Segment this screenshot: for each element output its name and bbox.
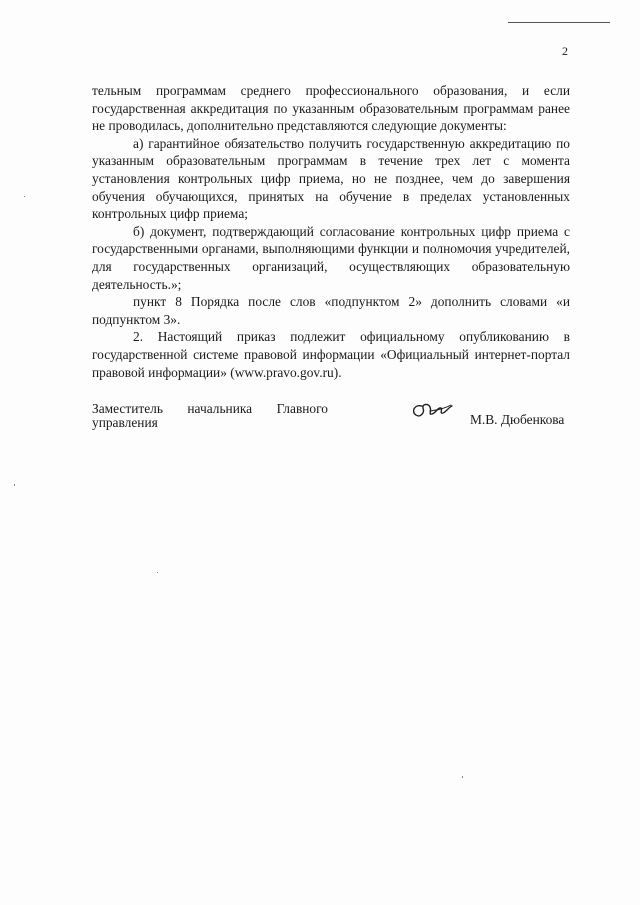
signatory-title-word: Главного [276,401,328,416]
top-scan-line [508,22,610,23]
paragraph-item-a: а) гарантийное обязательство получить государственную аккредитацию по указанным образовательным программам в течение трех лет с момента установления контрольных цифр приема, но не позднее, чем до завершения обучения обучающихся, принятых на обучение в пределах установленных контрольных цифр приема; [92,135,570,222]
handwritten-signature [408,398,454,422]
page-number: 2 [562,44,568,58]
scan-speck [462,776,463,778]
signatory-title-word: начальника [187,401,253,416]
signatory-name: М.В. Дюбенкова [470,412,565,427]
scan-speck [24,196,25,197]
scan-speck [157,572,158,573]
paragraph-continuation: тельным программам среднего профессионального образования, и если государственная аккредитация по указанным образовательным программам ранее не проводилась, дополнительно представляются следующие документы: [92,83,570,134]
paragraph-point-8: пункт 8 Порядка после слов «подпунктом 2» дополнить словами «и подпунктом 3». [92,294,570,327]
signatory-title-line2: управления [92,415,158,430]
body-text [92,82,570,381]
scan-speck [14,484,15,486]
paragraph-item-b: б) документ, подтверждающий согласование контрольных цифр приема с государственными органами, выполняющими функции и полномочия учредителей, для государственных организаций, осуществляющих образовательную деятельность.»; [92,223,570,292]
paragraph-publication: 2. Настоящий приказ подлежит официальному опубликованию в государственной системе правовой информации «Официальный интернет-портал правовой информации» (www.pravo.gov.ru). [92,329,570,380]
signatory-title [92,402,328,430]
signatory-title-word: Заместитель [92,401,163,416]
